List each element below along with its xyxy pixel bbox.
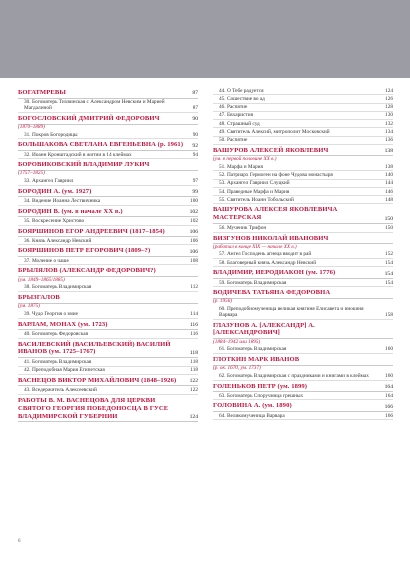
toc-entry[interactable] bbox=[18, 178, 198, 186]
toc-heading[interactable] bbox=[213, 269, 393, 279]
toc-heading[interactable] bbox=[18, 397, 198, 423]
toc-heading-title: БОЯРШИНОВ ПЕТР ЕГОРОВИЧ (1809–?) bbox=[18, 247, 151, 255]
toc-entry[interactable] bbox=[18, 386, 198, 394]
toc-entry-title: 57. Ангел Господень агнеца вводит в рай bbox=[219, 251, 312, 258]
toc-entry[interactable] bbox=[213, 112, 393, 120]
toc-heading[interactable] bbox=[18, 115, 198, 125]
toc-page-number: 158 bbox=[385, 312, 393, 319]
toc-page-number: 97 bbox=[192, 178, 198, 185]
toc-entry[interactable] bbox=[18, 284, 198, 292]
toc-page-number: 106 bbox=[189, 248, 198, 255]
toc-heading-title: ВАШУРОВ АЛЕКСЕЙ ЯКОВЛЕВИЧ bbox=[213, 146, 329, 154]
toc-page-number: 122 bbox=[190, 387, 198, 394]
toc-entry[interactable] bbox=[213, 259, 393, 267]
toc-entry[interactable] bbox=[18, 151, 198, 159]
toc-entry[interactable] bbox=[213, 251, 393, 259]
toc-page-number: 114 bbox=[190, 311, 198, 318]
toc-entry-title: 59. Богоматерь Владимирская bbox=[219, 279, 287, 286]
toc-entry-title: 54. Праведные Марфа и Мария bbox=[219, 188, 290, 195]
toc-heading[interactable] bbox=[213, 206, 393, 224]
toc-entry-title: 43. Вседержитель Алексеевский bbox=[24, 387, 97, 394]
toc-entry[interactable] bbox=[213, 180, 393, 188]
toc-page-number: 108 bbox=[190, 257, 198, 264]
artist-dates: (работал в конце XIX — начале ХХ в.) bbox=[213, 243, 297, 250]
toc-heading[interactable] bbox=[18, 341, 198, 359]
toc-page-number: 166 bbox=[385, 412, 393, 419]
toc-page-number: 90 bbox=[192, 116, 198, 123]
toc-page-number: 90 bbox=[192, 131, 198, 138]
toc-entry[interactable] bbox=[213, 163, 393, 171]
toc-entry[interactable] bbox=[18, 367, 198, 375]
toc-entry[interactable] bbox=[213, 279, 393, 287]
toc-heading[interactable] bbox=[18, 377, 198, 387]
toc-entry-title: 36. Князь Александр Невский bbox=[24, 237, 92, 244]
toc-heading[interactable] bbox=[213, 289, 393, 299]
toc-entry[interactable] bbox=[18, 99, 198, 113]
toc-page-number: 99 bbox=[192, 189, 198, 196]
toc-page-number: 94 bbox=[192, 151, 198, 158]
toc-entry-title: 47. Евхаристия bbox=[219, 112, 254, 119]
toc-entry[interactable] bbox=[18, 237, 198, 245]
toc-entry[interactable] bbox=[213, 372, 393, 380]
toc-entry[interactable] bbox=[18, 330, 198, 338]
toc-page-number: 100 bbox=[190, 198, 198, 205]
toc-entry[interactable] bbox=[213, 171, 393, 179]
toc-heading-title: БОГАТМРЕВЫ bbox=[18, 89, 66, 96]
toc-heading[interactable] bbox=[18, 321, 198, 331]
artist-dates: (р. 1956) bbox=[213, 298, 233, 305]
toc-entry-title: 48. Страшный суд bbox=[219, 120, 260, 127]
toc-heading-title: ВОДИЧЕВА ТАТЬЯНА ФЕДОРОВНА bbox=[213, 289, 331, 297]
artist-dates: (1870–1889) bbox=[18, 124, 45, 130]
toc-entry-title: 55. Святитель Иоанн Тобольский bbox=[219, 196, 294, 203]
toc-heading-title: БОРОДИН А. (ум. 1927) bbox=[18, 187, 92, 195]
toc-entry[interactable] bbox=[213, 412, 393, 420]
contents-column-left bbox=[18, 87, 198, 422]
toc-heading-title: БОЛЬШАКОВА СВЕТЛАНА ЕВГЕНЬЕВНА (р. 1961) bbox=[18, 141, 184, 149]
toc-page-number: 138 bbox=[385, 163, 393, 170]
toc-entry-title: 61. Богоматерь Владимирская bbox=[219, 346, 287, 353]
toc-heading-title: БОРОВИКОВСКИЙ ВЛАДИМИР ЛУКИЧ bbox=[18, 161, 150, 169]
toc-heading-title: ВИЗГУНОВ НИКОЛАЙ ИВАНОВИЧ bbox=[213, 234, 329, 242]
toc-heading[interactable] bbox=[18, 267, 198, 277]
toc-page-number: 128 bbox=[385, 104, 393, 111]
toc-page-number: 130 bbox=[385, 112, 393, 119]
toc-page-number: 160 bbox=[385, 372, 393, 379]
toc-page-number: 146 bbox=[385, 188, 393, 195]
toc-page-number: 160 bbox=[385, 346, 393, 353]
toc-entry-title: 44. О Тебе радуется bbox=[219, 87, 264, 94]
toc-entry-title: 62. Богоматерь Владимирская с праздниками и книгами в клеймах bbox=[219, 372, 369, 379]
toc-heading-title: ГОЛОВИНА А. (ум. 1890) bbox=[213, 402, 292, 410]
toc-entry-title: 63. Богоматерь Споручница грешных bbox=[219, 392, 304, 399]
toc-heading[interactable] bbox=[18, 247, 198, 257]
toc-entry-title: 60. Преподобномученица великая княгиня Елисавета и инокиня Варвара bbox=[219, 306, 364, 319]
toc-page-number: 92 bbox=[192, 142, 198, 149]
toc-heading-title: ГЛОТКИН МАРК ИВАНОВ bbox=[213, 356, 300, 364]
toc-heading[interactable] bbox=[18, 141, 198, 151]
toc-entry[interactable] bbox=[213, 87, 393, 95]
toc-entry-title: 37. Моление о чаше bbox=[24, 257, 69, 264]
toc-page-number: 166 bbox=[384, 403, 393, 410]
toc-heading-title: БОРОДИН В. (ум. в начале ХХ в.) bbox=[18, 207, 123, 215]
toc-page-number: 124 bbox=[385, 87, 393, 94]
artist-dates: (ум. 1875) bbox=[18, 303, 40, 310]
toc-page-number: 150 bbox=[385, 224, 393, 231]
toc-entry-title: 40. Богоматерь Федоровская bbox=[24, 330, 89, 337]
toc-page-number: 148 bbox=[385, 196, 393, 203]
toc-entry[interactable] bbox=[213, 137, 393, 145]
artist-dates: (ум. в первой половине ХХ в.) bbox=[213, 155, 277, 162]
toc-entry[interactable] bbox=[213, 95, 393, 103]
toc-heading-title: РАБОТЫ В. М. ВАСНЕЦОВА ДЛЯ ЦЕРКВИ СВЯТОГО ГЕОРГИЯ ПОБЕДОНОСЦА В ГУСЕ ВЛАДИМИРСКОЙ ГУБЕРНИИ bbox=[18, 396, 169, 420]
top-background-band bbox=[0, 0, 410, 78]
toc-page-number: 150 bbox=[384, 215, 393, 222]
toc-entry-title: 42. Преподобная Мария Египетская bbox=[24, 367, 105, 374]
toc-page-number: 136 bbox=[385, 137, 393, 144]
contents-column-right bbox=[213, 87, 393, 420]
artist-dates: (1884–1942 или 1895) bbox=[213, 338, 261, 345]
toc-page-number: 144 bbox=[385, 180, 393, 187]
toc-page-number: 164 bbox=[385, 392, 393, 399]
toc-entry[interactable] bbox=[213, 392, 393, 400]
toc-page-number: 116 bbox=[190, 330, 198, 337]
toc-page-number: 154 bbox=[384, 270, 393, 277]
toc-heading-title: БРЫЗГАЛОВ bbox=[18, 294, 60, 302]
toc-heading-title: ГОЛЕНЬКОВ ПЕТР (ум. 1899) bbox=[213, 382, 308, 390]
toc-entry[interactable] bbox=[213, 196, 393, 204]
toc-entry[interactable] bbox=[213, 120, 393, 128]
toc-entry[interactable] bbox=[213, 224, 393, 232]
toc-page-number: 122 bbox=[189, 378, 198, 385]
toc-entry-title: 38. Богоматерь Владимирская bbox=[24, 284, 92, 291]
toc-entry-title: 45. Сошествие во ад bbox=[219, 95, 265, 102]
toc-entry[interactable] bbox=[213, 128, 393, 136]
toc-page-number: 118 bbox=[189, 349, 198, 356]
toc-heading-title: БОГОСЛОВСКИЙ ДМИТРИЙ ФЕДОРОВИЧ bbox=[18, 114, 160, 122]
toc-page-number: 140 bbox=[385, 172, 393, 179]
toc-page-number: 154 bbox=[385, 259, 393, 266]
toc-page-number: 106 bbox=[190, 237, 198, 244]
toc-entry-title: 30. Богоматерь Тихвинская с Александром Невским и Марией Магдалиной bbox=[24, 99, 165, 112]
toc-entry-title: 50. Распятие bbox=[219, 137, 248, 144]
toc-entry-title: 34. Видение Иоанна Лествичника bbox=[24, 198, 101, 205]
toc-heading-title: ВАШУРОВА АЛЕКСЕЯ ЯКОВЛЕВИЧА МАСТЕРСКАЯ bbox=[213, 206, 338, 222]
toc-heading-title: ГЛАЗУНОВ А. [АЛЕКСАНДР] А. [АЛЕКСАНДРОВИЧ] bbox=[213, 321, 315, 337]
toc-page-number: 118 bbox=[190, 367, 198, 374]
toc-entry[interactable] bbox=[213, 104, 393, 112]
toc-entry-title: 64. Великомученица Варвара bbox=[219, 412, 285, 419]
toc-heading[interactable] bbox=[18, 89, 198, 99]
toc-heading-title: ВАСНЕЦОВ ВИКТОР МИХАЙЛОВИЧ (1848–1926) bbox=[18, 376, 177, 384]
toc-heading-title: БОЯРШИНОВ ЕГОР АНДРЕЕВИЧ (1817–1854) bbox=[18, 227, 165, 235]
toc-heading[interactable] bbox=[18, 161, 198, 171]
toc-page-number: 102 bbox=[190, 217, 198, 224]
toc-page-number: 152 bbox=[385, 251, 393, 258]
toc-page-number: 112 bbox=[190, 284, 198, 291]
toc-page-number: 118 bbox=[190, 358, 198, 365]
toc-heading[interactable] bbox=[213, 402, 393, 412]
toc-entry[interactable] bbox=[213, 346, 393, 354]
toc-page-number: 102 bbox=[189, 208, 198, 215]
artist-dates: (1757–1825) bbox=[18, 170, 45, 177]
toc-page-number: 87 bbox=[192, 105, 198, 112]
toc-entry-title: 56. Мученик Трифон bbox=[219, 224, 267, 231]
toc-heading[interactable] bbox=[18, 228, 198, 238]
toc-entry[interactable] bbox=[213, 188, 393, 196]
toc-heading[interactable] bbox=[213, 383, 393, 393]
toc-page-number: 116 bbox=[189, 321, 198, 328]
toc-entry-title: 33. Архангел Гавриил bbox=[24, 178, 74, 185]
toc-entry-title: 31. Покров Богородицы bbox=[24, 131, 78, 138]
toc-page-number: 106 bbox=[189, 228, 198, 235]
toc-entry-title: 52. Патриарх Гермоген на фоне Чудова монастыря bbox=[219, 172, 333, 179]
toc-heading[interactable] bbox=[18, 188, 198, 198]
toc-page-number: 164 bbox=[384, 383, 393, 390]
toc-page-number: 138 bbox=[384, 148, 393, 155]
toc-page-number: 134 bbox=[385, 128, 393, 135]
toc-heading-title: ВЛАДИМИР, ИЕРОДИАКОН (ум. 1776) bbox=[213, 269, 336, 277]
toc-heading[interactable] bbox=[18, 208, 198, 218]
toc-heading-title: БРЫЛЯЛОВ (АЛЕКСАНДР ФЕДОРОВИЧ?) bbox=[18, 267, 156, 275]
toc-entry-title: 51. Марфа и Мария bbox=[219, 163, 263, 170]
toc-entry[interactable] bbox=[18, 257, 198, 265]
toc-entry-title: 39. Чудо Георгия о змие bbox=[24, 311, 78, 318]
toc-page-number: 126 bbox=[385, 95, 393, 102]
toc-entry[interactable] bbox=[18, 131, 198, 139]
toc-heading[interactable] bbox=[213, 235, 393, 245]
toc-page-number: 87 bbox=[192, 90, 198, 97]
artist-dates: (р. ок. 1670, ум. 1737) bbox=[213, 365, 261, 372]
toc-entry-title: 35. Воскресение Христово bbox=[24, 217, 85, 224]
toc-page-number: 132 bbox=[385, 120, 393, 127]
page-number: 6 bbox=[18, 539, 21, 544]
toc-heading[interactable] bbox=[213, 147, 393, 157]
toc-page-number: 124 bbox=[189, 414, 198, 421]
toc-entry[interactable] bbox=[18, 310, 198, 318]
artist-dates: (ум. 1849–1865/1885) bbox=[18, 276, 65, 283]
toc-entry-title: 41. Богоматерь Владимирская bbox=[24, 358, 92, 365]
toc-heading-title: ВАСИЛЕВСКИЙ (ВАСИЛЬЕВСКИЙ) ВАСИЛИЙ ИВАНОВ (ум. 1725–1767) bbox=[18, 340, 171, 356]
toc-entry[interactable] bbox=[18, 217, 198, 225]
toc-entry-title: 46. Распятие bbox=[219, 104, 248, 111]
toc-heading[interactable] bbox=[18, 294, 198, 304]
toc-entry-title: 58. Благоверный князь Александр Невский bbox=[219, 259, 317, 266]
toc-entry[interactable] bbox=[18, 358, 198, 366]
toc-page-number: 154 bbox=[385, 279, 393, 286]
toc-entry-title: 53. Архангел Гавриил Слуцкий bbox=[219, 180, 290, 187]
toc-entry[interactable] bbox=[213, 306, 393, 320]
toc-heading[interactable] bbox=[213, 322, 393, 339]
toc-entry-title: 49. Святитель Алексий, митрополит Московский bbox=[219, 128, 330, 135]
toc-entry-title: 32. Иоанн Кронштадский в житии в 14 клеймах bbox=[24, 151, 132, 158]
toc-heading-title: ВАРЛАМ, МОНАХ (ум. 1723) bbox=[18, 320, 108, 328]
toc-entry[interactable] bbox=[18, 197, 198, 205]
